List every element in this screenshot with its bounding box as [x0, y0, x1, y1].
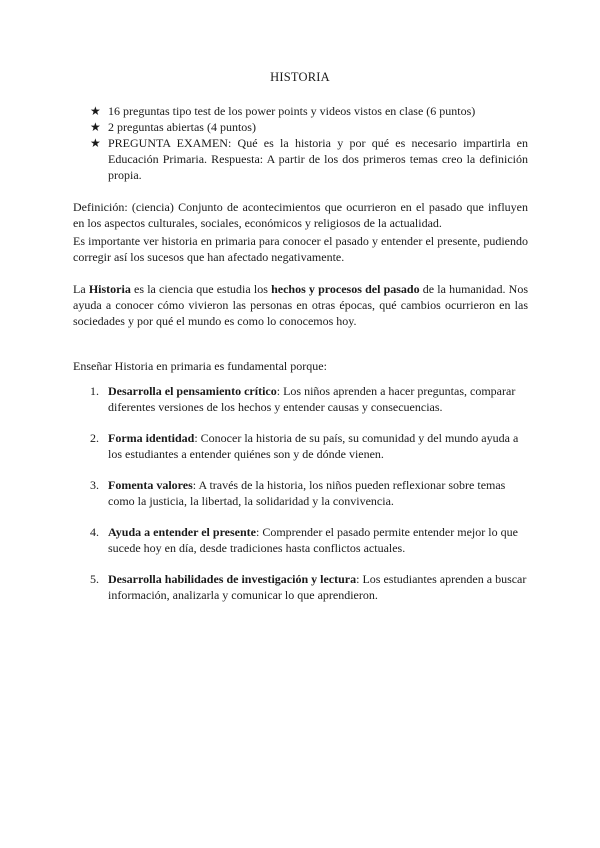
reason-text: : A través de la historia, los niños pueden reflexionar sobre temas como la justicia, la libertad, la solidaridad y la convivencia.: [108, 478, 506, 508]
importance-paragraph: [73, 233, 528, 265]
reason-title: Desarrolla el pensamiento crítico: [108, 384, 277, 398]
definition-line-1: Definición: (ciencia) Conjunto de acontecimientos que ocurrieron en el pasado que influyen en los aspectos culturales, sociales, económicos y religiosos de la actualidad.: [73, 200, 528, 230]
star-icon: ★: [90, 104, 101, 118]
reason-title: Forma identidad: [108, 431, 195, 445]
list-item: [90, 524, 530, 556]
reason-text: : Los niños aprenden a hacer preguntas, comparar diferentes versiones de los hechos y entender causas y consecuencias.: [108, 384, 516, 414]
reason-title: Fomenta valores: [108, 478, 193, 492]
intro-text-a: La: [73, 282, 89, 296]
star-icon: ★: [90, 136, 101, 150]
intro-bold-hechos: hechos y procesos del pasado: [271, 282, 420, 296]
intro-text-c: de la humanidad. Nos ayuda a conocer cómo vivieron las personas en otras épocas, qué cambios ocurrieron en las sociedades y por qué el mundo es como lo conocemos hoy.: [73, 282, 528, 328]
star-icon: ★: [90, 120, 101, 134]
list-item: [90, 571, 530, 603]
reason-title: Ayuda a entender el presente: [108, 525, 256, 539]
reason-text: : Los estudiantes aprenden a buscar información, analizarla y comunicar lo que aprendieron.: [108, 572, 527, 602]
reasons-intro: Enseñar Historia en primaria es fundamental porque:: [73, 359, 327, 373]
list-item: [90, 119, 528, 135]
item-number: 4.: [90, 525, 99, 539]
list-item: [90, 135, 528, 183]
item-number: 1.: [90, 384, 99, 398]
reason-text: : Comprender el pasado permite entender mejor lo que sucede hoy en día, desde tradiciones hasta conflictos actuales.: [108, 525, 518, 555]
page-title: HISTORIA: [270, 70, 330, 84]
item-number: 5.: [90, 572, 99, 586]
exam-info-list: [90, 103, 528, 183]
reason-title: Desarrolla habilidades de investigación y lectura: [108, 572, 357, 586]
item-number: 2.: [90, 431, 99, 445]
reason-text: : Conocer la historia de su país, su comunidad y del mundo ayuda a los estudiantes a entender quiénes son y de dónde vienen.: [108, 431, 519, 461]
definition-line-2: Es importante ver historia en primaria para conocer el pasado y entender el presente, pudiendo corregir así los sucesos que han afectado negativamente.: [73, 234, 528, 264]
list-item: [90, 103, 528, 119]
exam-item-text: 16 preguntas tipo test de los power points y videos vistos en clase (6 puntos): [108, 104, 476, 118]
definition-paragraph: [73, 199, 528, 231]
exam-item-text: 2 preguntas abiertas (4 puntos): [108, 120, 256, 134]
intro-text-b: es la ciencia que estudia los: [130, 282, 272, 296]
reasons-list: [90, 383, 530, 618]
list-item: [90, 383, 530, 415]
list-item: [90, 477, 530, 509]
history-intro-paragraph: [73, 281, 528, 329]
item-number: 3.: [90, 478, 99, 492]
list-item: [90, 430, 530, 462]
intro-bold-historia: Historia: [88, 282, 131, 296]
exam-item-text: PREGUNTA EXAMEN: Qué es la historia y por qué es necesario impartirla en Educación Primaria. Respuesta: A partir de los dos primeros temas creo la definición propia.: [108, 136, 528, 182]
